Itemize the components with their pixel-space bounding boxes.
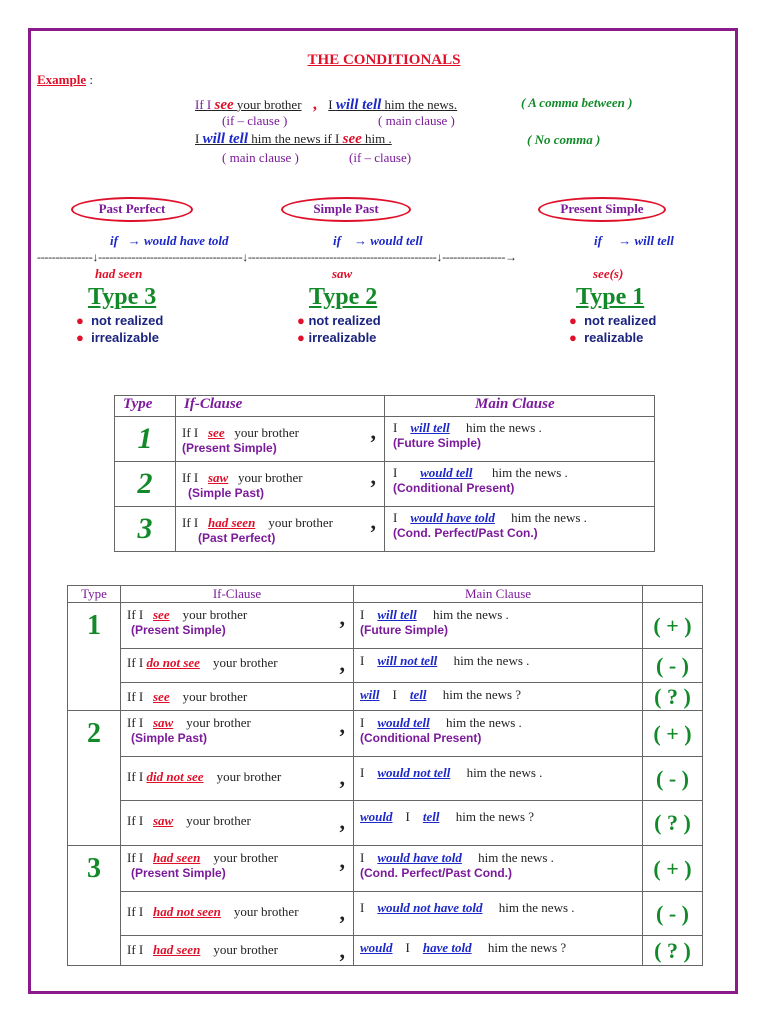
oval-past-perfect: Past Perfect — [71, 197, 193, 222]
table2-if-cell: If I had seen your brother (Present Simple) , — [121, 846, 354, 892]
table2-main-cell: would I have told him the news ? — [354, 936, 643, 966]
table2-sign: ( - ) — [643, 649, 703, 683]
table2-sign: ( + ) — [643, 603, 703, 649]
table2-if-cell: If I do not see your brother , — [121, 649, 354, 683]
timeline-if-2: if → would tell — [333, 233, 423, 248]
table2-main-cell: I would not have told him the news . — [354, 892, 643, 936]
table1-main-cell: I would have told him the news . (Cond. Perfect/Past Con.) — [385, 507, 655, 552]
table1-header-if: If-Clause — [176, 396, 385, 417]
ex2-see: see — [342, 131, 362, 147]
ex1-main-clause: ( main clause ) — [378, 113, 455, 128]
example-sentence-2 — [195, 131, 392, 148]
type-2-heading: Type 2 — [309, 284, 378, 310]
table1-header-type: Type — [115, 396, 176, 417]
table2-if-cell: If I saw your brother , — [121, 801, 354, 846]
ex1-comma: , — [312, 94, 318, 113]
table1-if-cell: If I see your brother (Present Simple) , — [176, 417, 385, 462]
ex2-will-tell: will tell — [202, 131, 249, 147]
table1-if-cell: If I saw your brother (Simple Past) , — [176, 462, 385, 507]
table1-if-cell: If I had seen your brother (Past Perfect) , — [176, 507, 385, 552]
table2-sign: ( - ) — [643, 757, 703, 801]
table2-main-cell: I would have told him the news . (Cond. Perfect/Past Cond.) — [354, 846, 643, 892]
ex1-if: If I — [195, 97, 212, 112]
table2-if-cell: If I see your brother — [121, 683, 354, 711]
table2-type-num — [68, 649, 121, 683]
ex1-see: see — [214, 97, 234, 113]
table2-main-cell: will I tell him the news ? — [354, 683, 643, 711]
table2-sign: ( ? ) — [643, 801, 703, 846]
oval-present-simple: Present Simple — [538, 197, 666, 222]
table2-if-cell: If I did not see your brother , — [121, 757, 354, 801]
table-row — [68, 711, 703, 757]
conditionals-table-1 — [114, 395, 655, 552]
table2-header-if: If-Clause — [121, 586, 354, 603]
ex2-rest1: him the news if I — [251, 131, 340, 146]
timeline-line: ---------------↓---------------------------------------↓---------------------------------------------------↓-----------------→ — [37, 250, 517, 264]
table2-if-cell: If I see your brother (Present Simple) , — [121, 603, 354, 649]
table-row — [68, 649, 703, 683]
ex2-rest2: him . — [365, 131, 392, 146]
table-row — [68, 683, 703, 711]
table2-if-cell: If I had not seen your brother , — [121, 892, 354, 936]
table2-header — [68, 586, 703, 603]
page-title: THE CONDITIONALS — [307, 52, 461, 68]
table1-header-main: Main Clause — [385, 396, 655, 417]
table2-if-cell: If I had seen your brother , — [121, 936, 354, 966]
table2-type-num: 3 — [68, 846, 121, 892]
table2-header-type: Type — [68, 586, 121, 603]
table1-main-cell: I would tell him the news . (Conditional Present) — [385, 462, 655, 507]
type-3-heading: Type 3 — [88, 284, 157, 310]
ex1-will-tell: will tell — [335, 97, 382, 113]
table2-sign: ( ? ) — [643, 683, 703, 711]
table2-main-cell: I will tell him the news . (Future Simple) — [354, 603, 643, 649]
table2-if-cell: If I saw your brother (Simple Past) , — [121, 711, 354, 757]
ex2-if-clause: (if – clause) — [349, 150, 412, 165]
ex1-rest1: your brother — [236, 97, 302, 112]
timeline-if-1: if → will tell — [594, 233, 674, 248]
table-row — [68, 603, 703, 649]
timeline-under-2: saw — [332, 266, 353, 281]
table2-type-num: 1 — [68, 603, 121, 649]
ex1-if-clause: (if – clause ) — [222, 113, 288, 128]
ex2-note: ( No comma ) — [527, 132, 601, 147]
table2-type-num — [68, 892, 121, 936]
table-row — [115, 462, 655, 507]
type-1-points: ● not realized ● realizable — [569, 313, 657, 345]
table2-main-cell: I would not tell him the news . — [354, 757, 643, 801]
type-1-heading: Type 1 — [576, 284, 645, 310]
example-label-row — [37, 72, 93, 88]
example-colon: : — [86, 72, 93, 87]
table2-main-cell: would I tell him the news ? — [354, 801, 643, 846]
table-row — [68, 801, 703, 846]
table-row — [68, 936, 703, 966]
ex1-note: ( A comma between ) — [521, 95, 633, 110]
table2-sign: ( + ) — [643, 846, 703, 892]
oval-simple-past: Simple Past — [281, 197, 411, 222]
table2-type-num — [68, 801, 121, 846]
table-row — [68, 757, 703, 801]
conditionals-table-2 — [67, 585, 703, 966]
type-3-points: ● not realized ● irrealizable — [76, 313, 164, 345]
table1-type-num: 2 — [115, 462, 176, 507]
table1-header — [115, 396, 655, 417]
table-row — [115, 417, 655, 462]
timeline-under-1: see(s) — [593, 266, 624, 281]
table2-type-num — [68, 936, 121, 966]
table2-main-cell: I would tell him the news . (Conditional Present) — [354, 711, 643, 757]
table1-type-num: 1 — [115, 417, 176, 462]
table2-header-sign — [643, 586, 703, 603]
table2-type-num — [68, 757, 121, 801]
table1-type-num: 3 — [115, 507, 176, 552]
table-row — [68, 846, 703, 892]
timeline-under-3: had seen — [95, 266, 143, 281]
ex2-i: I — [195, 131, 200, 146]
table2-main-cell: I will not tell him the news . — [354, 649, 643, 683]
example-sentence-1 — [195, 94, 457, 114]
table-row — [68, 892, 703, 936]
table2-header-main: Main Clause — [354, 586, 643, 603]
table-row — [115, 507, 655, 552]
table2-sign: ( ? ) — [643, 936, 703, 966]
type-2-points: ● not realized ● irrealizable — [297, 313, 381, 345]
table1-main-cell: I will tell him the news . (Future Simple) — [385, 417, 655, 462]
example-label: Example — [37, 72, 87, 87]
ex1-rest2: him the news. — [384, 97, 458, 112]
table2-type-num: 2 — [68, 711, 121, 757]
table2-sign: ( + ) — [643, 711, 703, 757]
ex1-i: I — [328, 97, 333, 112]
table2-sign: ( - ) — [643, 892, 703, 936]
timeline-if-3: if → would have told — [110, 233, 229, 248]
table2-type-num — [68, 683, 121, 711]
ex2-main-clause: ( main clause ) — [222, 150, 299, 165]
